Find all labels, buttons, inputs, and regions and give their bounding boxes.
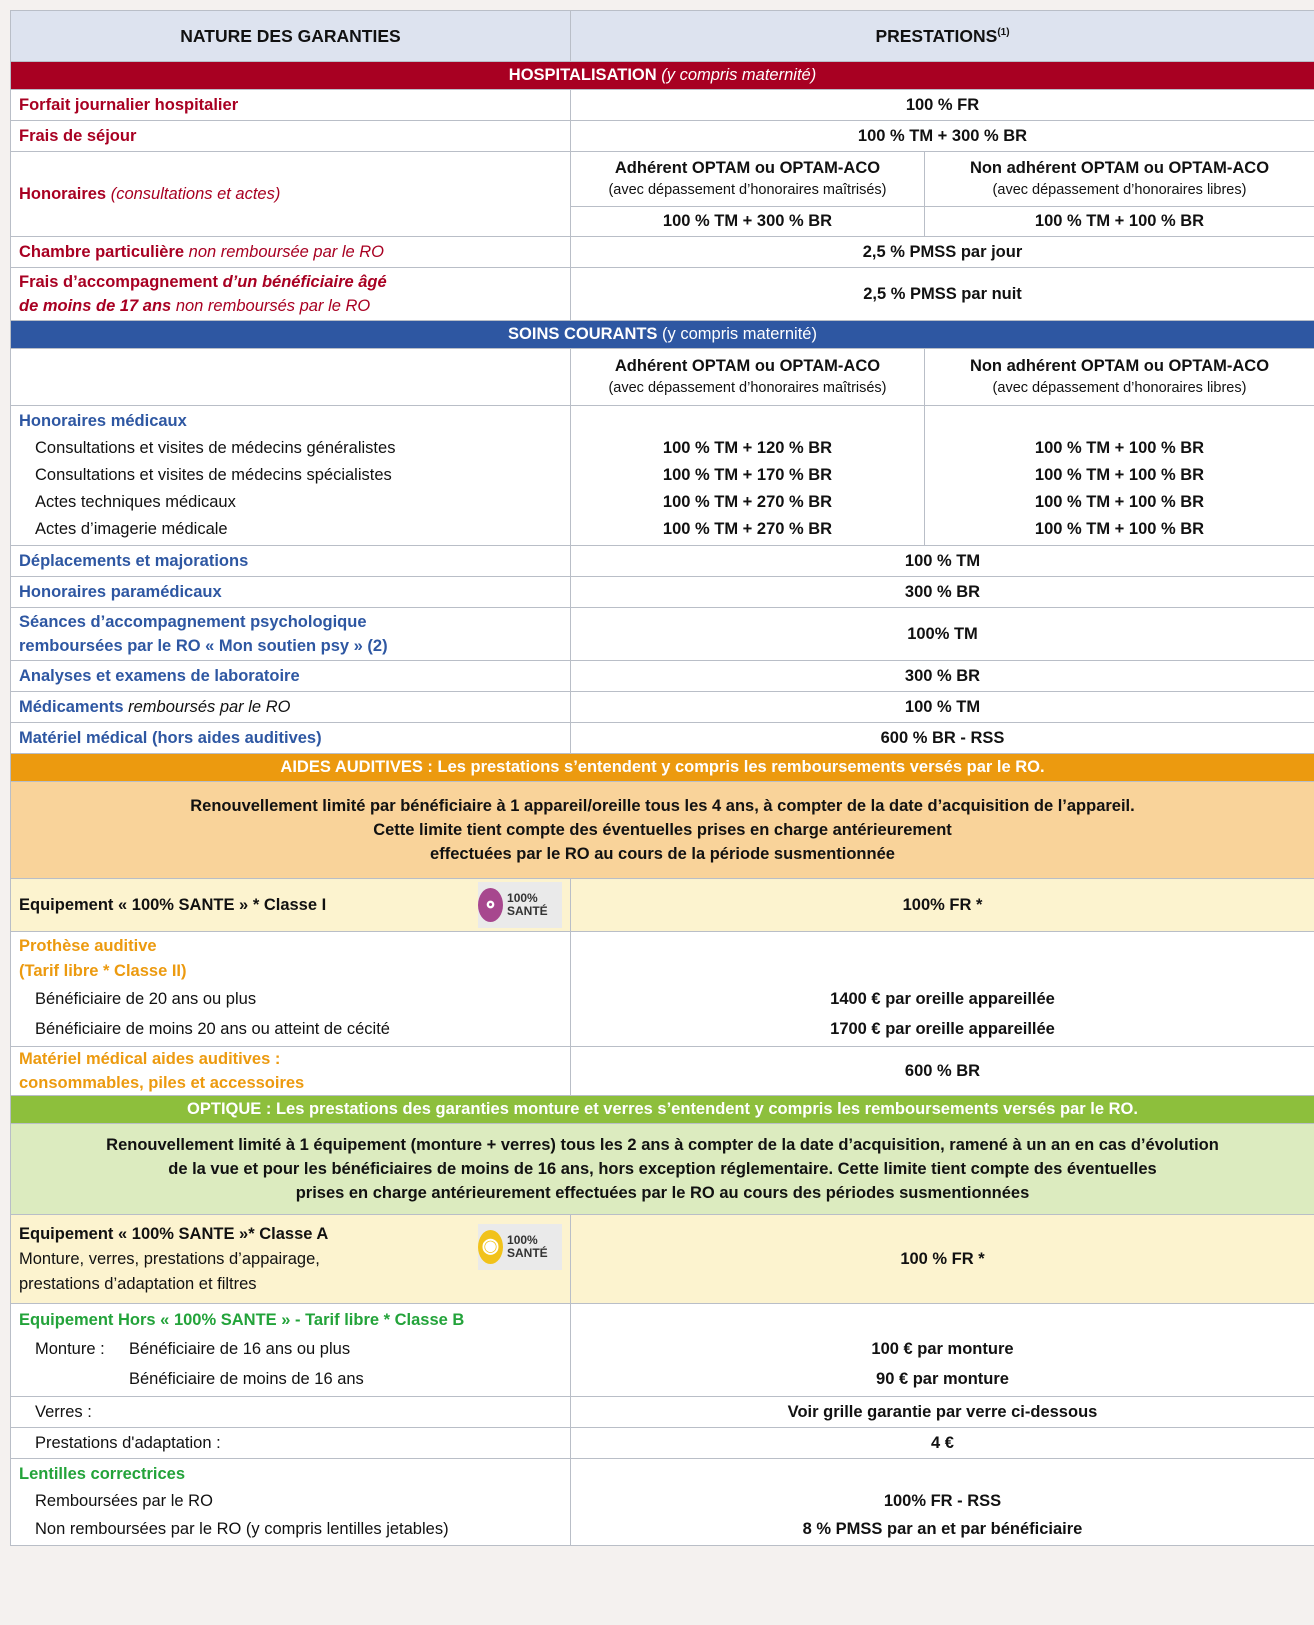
row-label: Verres : xyxy=(11,1397,571,1428)
non-optam-label: Non adhérent OPTAM ou OPTAM-ACO xyxy=(969,357,1270,375)
garanties-table xyxy=(10,10,1314,1546)
hon-med-label: Honoraires médicaux xyxy=(19,412,187,430)
equipA-l2: Monture, verres, prestations d’appairage, xyxy=(19,1249,320,1268)
section-title-optique: OPTIQUE : Les prestations des garanties monture et verres s’entendent y compris les remboursements versés par le RO. xyxy=(11,1096,1314,1124)
accomp-l2: de moins de 17 ans xyxy=(19,297,172,315)
opt-note-l2: de la vue et pour les bénéficiaires de moins de 16 ans, hors exception réglementaire. Cette limite tient compte des éventuelles xyxy=(168,1160,1157,1178)
row-value: 2,5 % PMSS par nuit xyxy=(571,268,1314,321)
accomp-l1: Frais d’accompagnement xyxy=(19,273,223,291)
list-item: Bénéficiaire de moins 20 ans ou atteint de cécité xyxy=(35,1020,390,1038)
value-item: 100 % TM + 270 % BR xyxy=(662,520,833,538)
opt-note-l1: Renouvellement limité à 1 équipement (monture + verres) tous les 2 ans à compter de la date d’acquisition, ramené à un an en cas d’évolution xyxy=(106,1136,1219,1154)
non-optam-sub: (avec dépassement d’honoraires libres) xyxy=(992,380,1247,396)
optam-header xyxy=(571,349,925,406)
optam-sub: (avec dépassement d’honoraires maîtrisés) xyxy=(608,182,887,198)
equipA-l3: prestations d’adaptation et filtres xyxy=(19,1274,257,1293)
equip-label: Equipement « 100% SANTE » * Classe I xyxy=(19,895,327,914)
non-optam-header xyxy=(925,152,1314,207)
header-prestations xyxy=(571,11,1314,62)
row-value: 300 % BR xyxy=(571,577,1314,608)
table-row xyxy=(11,90,1314,121)
optam-sub: (avec dépassement d’honoraires maîtrisés) xyxy=(608,380,887,396)
row-label: Déplacements et majorations xyxy=(11,546,571,577)
non-optam-header xyxy=(925,349,1314,406)
chambre-sub: non remboursée par le RO xyxy=(184,242,384,261)
list-item: Non remboursées par le RO (y compris lentilles jetables) xyxy=(35,1520,449,1538)
table-row xyxy=(11,546,1314,577)
row-label: Analyses et examens de laboratoire xyxy=(11,661,571,692)
list-item: Actes techniques médicaux xyxy=(35,493,236,511)
monture1-label: Bénéficiaire de 16 ans ou plus xyxy=(129,1340,351,1358)
list-item: Bénéficiaire de moins de 16 ans xyxy=(129,1370,364,1388)
row-value: 100 % TM + 300 % BR xyxy=(571,121,1314,152)
medic-sub: remboursés par le RO xyxy=(123,697,291,716)
non-optam-sub: (avec dépassement d’honoraires libres) xyxy=(992,182,1247,198)
value-item: 100 % TM + 270 % BR xyxy=(662,493,833,511)
chambre-label: Chambre particulière xyxy=(19,242,185,261)
value-item: 100 % TM + 170 % BR xyxy=(662,466,833,484)
table-row xyxy=(11,1304,1314,1397)
value-item: 90 € par monture xyxy=(876,1370,1009,1388)
table-row xyxy=(11,152,1314,207)
row-label xyxy=(11,692,571,723)
soins-title: SOINS COURANTS xyxy=(508,325,658,343)
non-optam-label: Non adhérent OPTAM ou OPTAM-ACO xyxy=(969,159,1270,177)
section-title-aides-auditives: AIDES AUDITIVES : Les prestations s’entendent y compris les remboursements versés par le RO. xyxy=(11,754,1314,782)
table-row xyxy=(11,782,1314,879)
hosp-title-sub: (y compris maternité) xyxy=(656,66,817,84)
row-value: 600 % BR xyxy=(571,1047,1314,1096)
value-item: 100% FR - RSS xyxy=(883,1492,1002,1510)
row-label: Prestations d'adaptation : xyxy=(11,1428,571,1459)
table-row xyxy=(11,661,1314,692)
row-value: 100 % FR * xyxy=(571,1215,1314,1304)
table-row xyxy=(11,577,1314,608)
table-row xyxy=(11,692,1314,723)
equipA-l1: Equipement « 100% SANTE »* Classe A xyxy=(19,1224,329,1243)
row-label xyxy=(11,932,571,1047)
garanties-table-wrapper xyxy=(10,10,1314,1546)
opt-note xyxy=(11,1124,1314,1215)
row-label xyxy=(11,1459,571,1546)
table-row xyxy=(11,879,1314,932)
row-label xyxy=(11,406,571,546)
table-row xyxy=(11,406,1314,546)
row-label: Frais de séjour xyxy=(11,121,571,152)
value-item: 100 % TM + 100 % BR xyxy=(1034,493,1205,511)
value-item: 1700 € par oreille appareillée xyxy=(830,1020,1055,1038)
logo-text: 100% SANTÉ xyxy=(507,1232,548,1260)
row-label xyxy=(11,152,571,237)
row-value: 100% TM xyxy=(571,608,1314,661)
row-label xyxy=(11,349,571,406)
row-label xyxy=(11,1215,571,1304)
list-item: Actes d’imagerie médicale xyxy=(35,520,228,538)
prot-l2: (Tarif libre * Classe II) xyxy=(19,962,187,980)
row-label: Matériel médical (hors aides auditives) xyxy=(11,723,571,754)
row-value xyxy=(925,406,1314,546)
header-nature: NATURE DES GARANTIES xyxy=(11,11,571,62)
table-row xyxy=(11,1428,1314,1459)
header-prestations-label: PRESTATIONS xyxy=(875,25,998,46)
table-row xyxy=(11,723,1314,754)
table-row xyxy=(11,1124,1314,1215)
value-item: 100 % TM + 100 % BR xyxy=(1034,439,1205,457)
value-item: 100 % TM + 100 % BR xyxy=(1034,520,1205,538)
aud-note-l3: effectuées par le RO au cours de la période susmentionnée xyxy=(430,845,895,863)
row-label xyxy=(11,268,571,321)
hearing-100-sante-logo-icon xyxy=(478,882,562,928)
row-value: 100 % TM + 100 % BR xyxy=(925,207,1314,237)
list-item: Consultations et visites de médecins spécialistes xyxy=(35,466,392,484)
section-optique xyxy=(11,1096,1314,1124)
table-row xyxy=(11,268,1314,321)
row-value: 2,5 % PMSS par jour xyxy=(571,237,1314,268)
optam-header xyxy=(571,152,925,207)
value-item: 100 % TM + 120 % BR xyxy=(662,439,833,457)
row-value xyxy=(571,932,1314,1047)
row-value: Voir grille garantie par verre ci-dessous xyxy=(571,1397,1314,1428)
aud-note-l2: Cette limite tient compte des éventuelles prises en charge antérieurement xyxy=(373,821,952,839)
eye-100-sante-logo-icon xyxy=(478,1224,562,1270)
row-value xyxy=(571,1459,1314,1546)
section-title-soins xyxy=(11,321,1314,349)
section-aides-auditives xyxy=(11,754,1314,782)
hon-sub: (consultations et actes) xyxy=(106,184,281,203)
header-footnote: (1) xyxy=(997,26,1010,38)
aud-note xyxy=(11,782,1314,879)
hors-label: Equipement Hors « 100% SANTE » - Tarif libre * Classe B xyxy=(19,1311,465,1329)
accomp-sub: non remboursés par le RO xyxy=(171,297,371,315)
row-value: 100 % FR xyxy=(571,90,1314,121)
table-row xyxy=(11,1459,1314,1546)
row-label: Forfait journalier hospitalier xyxy=(11,90,571,121)
section-title-hospitalisation xyxy=(11,62,1314,90)
row-value: 100 % TM xyxy=(571,692,1314,723)
table-row xyxy=(11,1215,1314,1304)
row-label xyxy=(11,1304,571,1397)
hosp-title: HOSPITALISATION xyxy=(508,66,657,84)
list-item: Consultations et visites de médecins généralistes xyxy=(35,439,396,457)
matm-l2: consommables, piles et accessoires xyxy=(19,1074,305,1092)
list-item xyxy=(19,1334,562,1364)
matm-l1: Matériel médical aides auditives : xyxy=(19,1050,281,1068)
logo-text: 100% SANTÉ xyxy=(507,891,548,918)
eye-icon: ◉ xyxy=(478,1230,503,1264)
value-item: 100 € par monture xyxy=(871,1340,1014,1358)
table-row xyxy=(11,237,1314,268)
hon-label: Honoraires xyxy=(19,184,107,203)
section-hospitalisation xyxy=(11,62,1314,90)
ear-icon: ⚬ xyxy=(478,888,503,922)
list-item: Bénéficiaire de 20 ans ou plus xyxy=(35,990,257,1008)
row-label xyxy=(11,608,571,661)
table-row xyxy=(11,1047,1314,1096)
prot-l1: Prothèse auditive xyxy=(19,937,157,955)
row-value xyxy=(571,406,925,546)
aud-note-l1: Renouvellement limité par bénéficiaire à 1 appareil/oreille tous les 4 ans, à compter de la date d’acquisition de l’appareil. xyxy=(190,797,1135,815)
psy-l2: remboursées par le RO « Mon soutien psy » (2) xyxy=(19,637,388,655)
lentilles-label: Lentilles correctrices xyxy=(19,1465,185,1483)
table-header xyxy=(11,11,1314,62)
medic-label: Médicaments xyxy=(19,697,124,716)
row-label xyxy=(11,1047,571,1096)
row-label: Honoraires paramédicaux xyxy=(11,577,571,608)
psy-l1: Séances d’accompagnement psychologique xyxy=(19,613,367,631)
row-value: 4 € xyxy=(571,1428,1314,1459)
table-row xyxy=(11,608,1314,661)
row-label xyxy=(11,237,571,268)
table-row xyxy=(11,121,1314,152)
row-value: 100 % TM xyxy=(571,546,1314,577)
table-row xyxy=(11,1397,1314,1428)
optam-label: Adhérent OPTAM ou OPTAM-ACO xyxy=(614,159,881,177)
section-soins xyxy=(11,321,1314,349)
table-row xyxy=(11,349,1314,406)
list-item: Remboursées par le RO xyxy=(35,1492,213,1510)
soins-title-sub: (y compris maternité) xyxy=(657,325,817,343)
row-value: 600 % BR - RSS xyxy=(571,723,1314,754)
row-value xyxy=(571,1304,1314,1397)
table-row xyxy=(11,932,1314,1047)
monture-prefix: Monture : xyxy=(35,1340,105,1358)
row-value: 100 % TM + 300 % BR xyxy=(571,207,925,237)
row-value: 300 % BR xyxy=(571,661,1314,692)
row-label xyxy=(11,879,571,932)
value-item: 100 % TM + 100 % BR xyxy=(1034,466,1205,484)
accomp-l1i: d’un bénéficiaire âgé xyxy=(222,273,387,291)
value-item: 1400 € par oreille appareillée xyxy=(830,990,1055,1008)
row-value: 100% FR * xyxy=(571,879,1314,932)
value-item: 8 % PMSS par an et par bénéficiaire xyxy=(802,1520,1083,1538)
opt-note-l3: prises en charge antérieurement effectuées par le RO au cours des périodes susmentionnées xyxy=(295,1184,1030,1202)
optam-label: Adhérent OPTAM ou OPTAM-ACO xyxy=(614,357,881,375)
